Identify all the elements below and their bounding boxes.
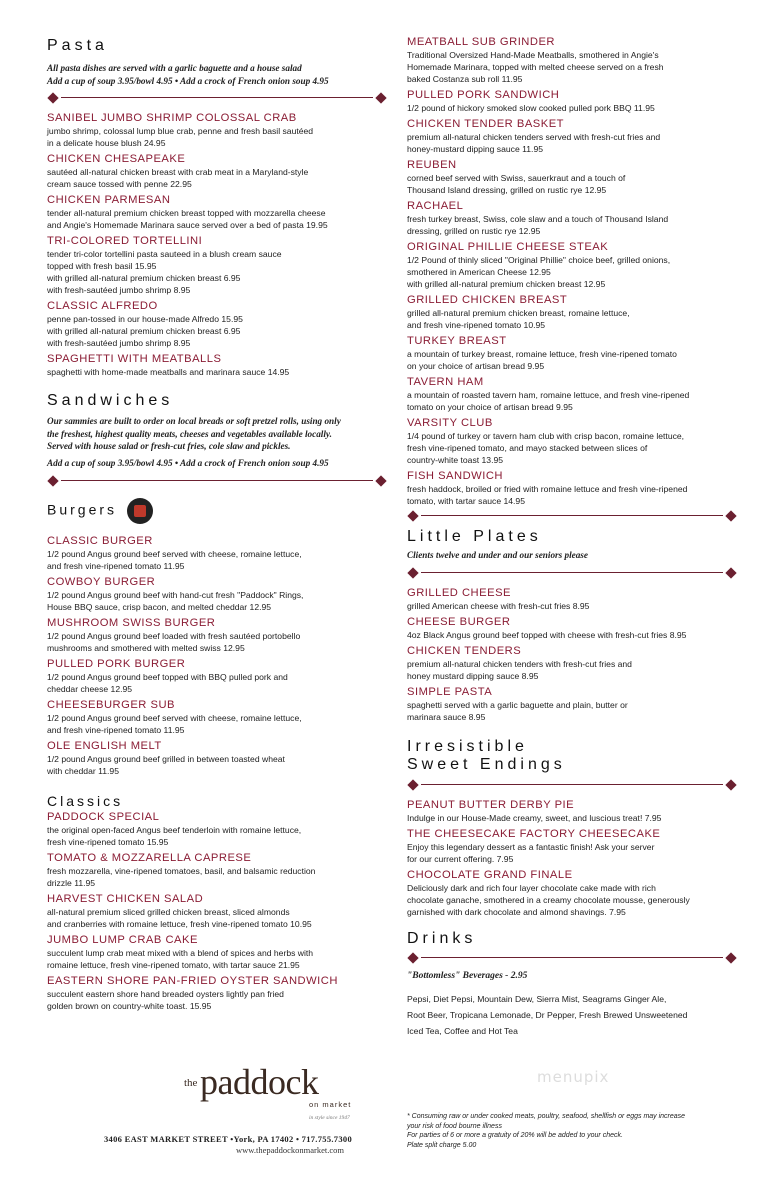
menu-item <box>47 698 387 736</box>
menu-item-description-line: drizzle 11.95 <box>47 877 96 888</box>
sandwiches-intro-line: Our sammies are built to order on local breads or soft pretzel rolls, using only <box>47 416 341 427</box>
menu-item-description-line: 1/2 pound Angus ground beef topped with BBQ pulled pork and <box>47 671 288 682</box>
menu-item-description-line: 1/2 pound Angus ground beef served with cheese, romaine lettuce, <box>47 548 302 559</box>
menu-item <box>407 158 737 196</box>
menu-item <box>407 240 737 290</box>
menu-item <box>407 615 737 641</box>
menu-item-description-line: 1/2 pound Angus ground beef loaded with fresh sautéed portobello <box>47 630 301 641</box>
pasta-intro <box>47 62 387 87</box>
menu-item-description-line: a mountain of roasted tavern ham, romaine lettuce, and fresh vine-ripened <box>407 390 690 400</box>
menu-item-description-line: Indulge in our House-Made creamy, sweet, and luscious treat! 7.95 <box>407 812 662 823</box>
menu-item <box>47 974 387 1012</box>
menu-item <box>407 416 737 466</box>
menu-item-name: CHOCOLATE GRAND FINALE <box>407 868 573 881</box>
drinks-list <box>407 991 737 1039</box>
menu-item-description <box>47 207 387 231</box>
right-column <box>407 0 737 1039</box>
menu-item-description-line: mushrooms and smothered with melted swiss 12.95 <box>47 642 245 653</box>
menu-item-description <box>407 307 737 331</box>
menu-item <box>407 199 737 237</box>
menu-item <box>47 657 387 695</box>
menu-item-description-line: all-natural premium sliced grilled chicken breast, sliced almonds <box>47 906 290 917</box>
menu-item-name: SANIBEL JUMBO SHRIMP COLOSSAL CRAB <box>47 112 297 125</box>
menu-item-name: CHICKEN PARMESAN <box>47 194 171 207</box>
menu-item-description-line: fresh vine-ripened tomato 15.95 <box>47 836 169 847</box>
menu-item-description-line: honey mustard dipping sauce 8.95 <box>407 670 539 681</box>
menu-item-description <box>407 600 737 612</box>
menu-item-description <box>407 49 737 85</box>
classic-items <box>47 810 387 1012</box>
menu-item <box>47 111 387 149</box>
footnote-line: For parties of 6 or more a gratuity of 20% will be added to your check. <box>407 1132 623 1139</box>
menu-item <box>407 293 737 331</box>
menu-item-description-line: and fresh vine-ripened tomato 10.95 <box>407 320 546 330</box>
menu-item-description <box>407 389 737 413</box>
drinks-heading: "Bottomless" Beverages - 2.95 <box>407 970 528 981</box>
menu-item-description <box>407 102 737 114</box>
menu-item-description-line: cream sauce tossed with penne 22.95 <box>47 179 192 190</box>
menu-item-description-line: topped with fresh basil 15.95 <box>47 261 157 272</box>
sandwich-items <box>407 35 737 507</box>
left-column <box>47 0 387 1015</box>
menu-item-description <box>407 131 737 155</box>
menu-item <box>407 88 737 114</box>
menu-item-description-line: with grilled all-natural premium chicken breast 12.95 <box>407 279 606 289</box>
menu-item-name: CHEESE BURGER <box>407 615 511 628</box>
logo-name: paddock <box>200 1062 319 1102</box>
menu-item-description <box>47 248 387 296</box>
menu-item <box>47 575 387 613</box>
menu-item <box>47 892 387 930</box>
menu-item-description <box>47 906 387 930</box>
menu-item-description-line: smothered in American Cheese 12.95 <box>407 267 551 277</box>
menu-item <box>47 851 387 889</box>
menu-item-description-line: 1/4 pound of turkey or tavern ham club with crisp bacon, romaine lettuce, <box>407 431 685 441</box>
menu-item-description-line: the original open-faced Angus beef tenderloin with romaine lettuce, <box>47 824 302 835</box>
menu-item <box>407 35 737 85</box>
menu-item-description <box>47 125 387 149</box>
burgers-title-text: Burgers <box>47 501 118 518</box>
little-plates-title: Little Plates <box>407 528 542 545</box>
menu-item-description-line: with grilled all-natural premium chicken breast 6.95 <box>47 273 241 284</box>
menu-item-description-line: succulent eastern shore hand breaded oysters lightly pan fried <box>47 988 284 999</box>
menu-item-name: ORIGINAL PHILLIE CHEESE STEAK <box>407 241 609 253</box>
menu-item-description <box>47 313 387 349</box>
sweets-title-line: Sweet Endings <box>407 755 566 773</box>
menu-item-description-line: tender tri-color tortellini pasta sauteed in a blush cream sauce <box>47 249 282 260</box>
section-divider <box>407 511 737 521</box>
menu-item-description-line: and Angie's Homemade Marinara sauce served over a bed of pasta 19.95 <box>47 220 328 231</box>
menu-item-description-line: jumbo shrimp, colossal lump blue crab, penne and fresh basil sautéed <box>47 126 314 137</box>
menu-item-description-line: grilled all-natural premium chicken breast, romaine lettuce, <box>407 308 630 318</box>
sandwiches-intro <box>47 415 387 469</box>
menu-item-description-line: House BBQ sauce, crisp bacon, and melted cheddar 12.95 <box>47 601 272 612</box>
menu-item-name: RACHAEL <box>407 200 464 212</box>
menu-item-description-line: 1/2 Pound of thinly sliced "Original Phillie" choice beef, grilled onions, <box>407 255 671 265</box>
menu-item <box>407 798 737 824</box>
menu-item-name: TAVERN HAM <box>407 376 484 388</box>
menu-item <box>47 193 387 231</box>
menu-item <box>407 469 737 507</box>
menu-item-description <box>47 947 387 971</box>
menu-item-description <box>47 671 387 695</box>
menu-item-name: COWBOY BURGER <box>47 575 156 588</box>
menu-item-name: CHICKEN TENDERS <box>407 644 522 657</box>
little-plates-intro: Clients twelve and under and our seniors please <box>407 550 588 560</box>
menu-item-description-line: dressing, grilled on rustic rye 12.95 <box>407 226 541 236</box>
menu-item-name: PULLED PORK BURGER <box>47 657 186 670</box>
menu-item-description <box>407 812 737 824</box>
menu-item-description <box>407 254 737 290</box>
section-divider <box>407 780 737 790</box>
menu-item-description-line: 1/2 pound Angus ground beef served with cheese, romaine lettuce, <box>47 712 302 723</box>
menu-item-description-line: premium all-natural chicken tenders served with fresh-cut fries and <box>407 132 661 142</box>
menu-item-description-line: romaine lettuce, fresh vine-ripened tomato, with tartar sauce 21.95 <box>47 959 300 970</box>
menu-item <box>47 352 387 378</box>
menu-item-description <box>407 213 737 237</box>
classics-title: Classics <box>47 792 124 809</box>
menu-item-description-line: fresh mozzarella, vine-ripened tomatoes, basil, and balsamic reduction <box>47 865 316 876</box>
menu-item-description <box>47 988 387 1012</box>
menu-item-name: PULLED PORK SANDWICH <box>407 89 560 101</box>
menu-item <box>47 152 387 190</box>
menu-item <box>47 534 387 572</box>
menu-item-name: VARSITY CLUB <box>407 417 493 429</box>
menu-item <box>407 685 737 723</box>
menu-item-name: JUMBO LUMP CRAB CAKE <box>47 933 198 946</box>
menu-item-description <box>47 366 387 378</box>
menu-item-description-line: fresh vine-ripened tomato, and mayo stacked between slices of <box>407 443 648 453</box>
menu-item-description-line: with fresh-sautéed jumbo shrimp 8.95 <box>47 338 191 349</box>
menu-item-description-line: tomato on your choice of artisan bread 9.95 <box>407 402 573 412</box>
menu-item-name: CLASSIC BURGER <box>47 534 153 547</box>
menu-item-description-line: with grilled all-natural premium chicken breast 6.95 <box>47 326 241 337</box>
section-divider <box>47 93 387 103</box>
menu-item-description-line: in a delicate house blush 24.95 <box>47 138 166 149</box>
section-divider <box>407 953 737 963</box>
menu-item-description-line: garnished with dark chocolate and almond shavings. 7.95 <box>407 906 626 917</box>
menu-item-name: TURKEY BREAST <box>407 335 507 347</box>
menu-item-description-line: Traditional Oversized Hand-Made Meatballs, smothered in Angie's <box>407 50 659 60</box>
menu-item <box>47 299 387 349</box>
menu-item-description <box>407 430 737 466</box>
menu-item-description-line: cheddar cheese 12.95 <box>47 683 133 694</box>
menu-item <box>47 234 387 296</box>
drinks-line: Root Beer, Tropicana Lemonade, Dr Pepper, Fresh Brewed Unsweetened <box>407 1009 688 1020</box>
menu-item-description-line: honey-mustard dipping sauce 11.95 <box>407 144 543 154</box>
menu-item-description-line: golden brown on country-white toast. 15.95 <box>47 1000 212 1011</box>
menu-item <box>407 117 737 155</box>
menu-item-name: REUBEN <box>407 159 457 171</box>
menu-item-name: SIMPLE PASTA <box>407 685 493 698</box>
sweets-title-line: Irresistible <box>407 737 528 755</box>
menu-item-description-line: with fresh-sautéed jumbo shrimp 8.95 <box>47 285 191 296</box>
menu-item-description <box>47 630 387 654</box>
menu-item <box>407 586 737 612</box>
sandwiches-title: Sandwiches <box>47 392 174 410</box>
menu-item-name: CHICKEN CHESAPEAKE <box>47 153 186 166</box>
menu-item-description <box>407 172 737 196</box>
watermark: menupix <box>537 1068 610 1086</box>
sandwiches-intro-line: Served with house salad or fresh-cut fries, cole slaw and pickles. <box>47 441 291 452</box>
menu-item-description-line: 1/2 pound Angus ground beef grilled in between toasted wheat <box>47 753 285 764</box>
menu-item-description-line: Homemade Marinara, topped with melted cheese served on a fresh <box>407 62 664 72</box>
menu-item-description-line: succulent lump crab meat mixed with a blend of spices and herbs with <box>47 947 314 958</box>
menu-item-description-line: fresh turkey breast, Swiss, cole slaw and a touch of Thousand Island <box>407 214 669 224</box>
logo-the: the <box>184 1077 198 1089</box>
pasta-intro-line: All pasta dishes are served with a garlic baguette and a house salad <box>47 63 302 73</box>
menu-item <box>407 334 737 372</box>
menu-item-description-line: penne pan-tossed in our house-made Alfredo 15.95 <box>47 314 243 325</box>
menu-item-description-line: marinara sauce 8.95 <box>407 711 486 722</box>
menu-item-description <box>47 824 387 848</box>
menu-item-description <box>407 658 737 682</box>
menu-item-description <box>407 483 737 507</box>
menu-item-description-line: chocolate ganache, smothered in a creamy chocolate mousse, generously <box>407 894 690 905</box>
menu-item-name: HARVEST CHICKEN SALAD <box>47 892 204 905</box>
menu-item-description-line: tomato, with tartar sauce 14.95 <box>407 496 525 506</box>
pasta-intro-line: Add a cup of soup 3.95/bowl 4.95 • Add a crock of French onion soup 4.95 <box>47 75 329 86</box>
menu-item-name: PEANUT BUTTER DERBY PIE <box>407 798 575 811</box>
drinks-line: Iced Tea, Coffee and Hot Tea <box>407 1025 518 1036</box>
sandwiches-intro-line: Add a cup of soup 3.95/bowl 4.95 • Add a crock of French onion soup 4.95 <box>47 457 329 468</box>
menu-item <box>47 933 387 971</box>
menu-item-description-line: on your choice of artisan bread 9.95 <box>407 361 545 371</box>
pasta-items <box>47 111 387 378</box>
menu-item-description-line: sautéed all-natural chicken breast with crab meat in a Maryland-style <box>47 167 309 178</box>
menu-item-description <box>47 589 387 613</box>
menu-item-name: FISH SANDWICH <box>407 470 503 482</box>
burger-items <box>47 534 387 777</box>
menu-item-description-line: 4oz Black Angus ground beef topped with cheese with fresh-cut fries 8.95 <box>407 629 687 640</box>
menu-item-name: MEATBALL SUB GRINDER <box>407 36 556 48</box>
menu-item <box>47 616 387 654</box>
menu-item-description-line: 1/2 pound of hickory smoked slow cooked pulled pork BBQ 11.95 <box>407 103 655 113</box>
pasta-title: Pasta <box>47 37 108 54</box>
menu-item-description <box>407 348 737 372</box>
menu-item-description-line: baked Costanza sub roll 11.95 <box>407 74 523 84</box>
menu-item-description-line: for our current offering. 7.95 <box>407 853 514 864</box>
little-plates-items <box>407 586 737 723</box>
menu-item-description-line: Thousand Island dressing, grilled on rustic rye 12.95 <box>407 185 607 195</box>
sweets-title <box>407 738 737 774</box>
menu-item-name: THE CHEESECAKE FACTORY CHEESECAKE <box>407 827 661 840</box>
menu-item-description-line: fresh haddock, broiled or fried with romaine lettuce and fresh vine-ripened <box>407 484 688 494</box>
section-divider <box>47 476 387 486</box>
menu-item-description-line: grilled American cheese with fresh-cut fries 8.95 <box>407 600 590 611</box>
logo-since: in style since 1947 <box>309 1115 350 1121</box>
menu-item-description-line: Deliciously dark and rich four layer chocolate cake made with rich <box>407 882 656 893</box>
menu-item-description-line: spaghetti with home-made meatballs and marinara sauce 14.95 <box>47 367 290 378</box>
drinks-title: Drinks <box>407 929 477 947</box>
menu-item <box>47 810 387 848</box>
menu-item-description <box>47 753 387 777</box>
menu-item-name: PADDOCK SPECIAL <box>47 810 160 823</box>
menu-item-description-line: spaghetti served with a garlic baguette and plain, butter or <box>407 699 628 710</box>
menu-item-description <box>47 166 387 190</box>
section-divider <box>407 568 737 578</box>
sweets-items <box>407 798 737 918</box>
menu-item-description-line: with cheddar 11.95 <box>47 765 119 776</box>
menu-item-name: TOMATO & MOZZARELLA CAPRESE <box>47 851 252 864</box>
logo-sub: on market <box>309 1100 352 1109</box>
menu-item-name: EASTERN SHORE PAN-FRIED OYSTER SANDWICH <box>47 974 338 987</box>
menu-item-name: GRILLED CHICKEN BREAST <box>407 294 568 306</box>
menu-item-name: CLASSIC ALFREDO <box>47 300 158 313</box>
footnote-line: your risk of food bourne illness <box>407 1122 502 1130</box>
menu-item <box>407 644 737 682</box>
burger-badge-icon <box>127 498 153 524</box>
menu-item-description <box>407 882 737 918</box>
drinks-line: Pepsi, Diet Pepsi, Mountain Dew, Sierra Mist, Seagrams Ginger Ale, <box>407 993 667 1004</box>
menu-item-description-line: premium all-natural chicken tenders with fresh-cut fries and <box>407 658 632 669</box>
menu-item-name: TRI-COLORED TORTELLINI <box>47 235 203 248</box>
menu-item-name: CHEESEBURGER SUB <box>47 698 175 711</box>
menu-item-description <box>407 629 737 641</box>
menu-item-name: GRILLED CHEESE <box>407 586 511 599</box>
menu-item-description-line: a mountain of turkey breast, romaine lettuce, fresh vine-ripened tomato <box>407 349 677 359</box>
burgers-title <box>47 498 387 524</box>
menu-item <box>47 739 387 777</box>
menu-item <box>407 375 737 413</box>
menu-item-description-line: 1/2 pound Angus ground beef with hand-cut fresh "Paddock" Rings, <box>47 589 304 600</box>
menu-item-name: OLE ENGLISH MELT <box>47 739 162 752</box>
footnote-line: * Consuming raw or under cooked meats, poultry, seafood, shellfish or eggs may increase <box>407 1113 686 1120</box>
menu-item-description-line: and fresh vine-ripened tomato 11.95 <box>47 560 185 571</box>
menu-item-description <box>47 865 387 889</box>
menu-item-description-line: and fresh vine-ripened tomato 11.95 <box>47 724 185 735</box>
menu-item-description <box>407 841 737 865</box>
footnote-line: Plate split charge 5.00 <box>407 1141 477 1149</box>
menu-item <box>407 827 737 865</box>
menu-item-description-line: tender all-natural premium chicken breast topped with mozzarella cheese <box>47 208 326 219</box>
sandwiches-intro-line: the freshest, highest quality meats, cheeses and vegetables available locally. <box>47 428 332 439</box>
menu-item-description <box>47 712 387 736</box>
menu-item-name: MUSHROOM SWISS BURGER <box>47 616 216 629</box>
menu-item-description <box>47 548 387 572</box>
menu-item-name: SPAGHETTI WITH MEATBALLS <box>47 353 222 366</box>
menu-item-description-line: and cranberries with romaine lettuce, fresh vine-ripened tomato 10.95 <box>47 918 312 929</box>
address: 3406 EAST MARKET STREET •York, PA 17402 • 717.755.7300 <box>104 1134 352 1144</box>
menu-item <box>407 868 737 918</box>
menu-item-name: CHICKEN TENDER BASKET <box>407 118 565 130</box>
menu-item-description <box>407 699 737 723</box>
website-link[interactable]: www.thepaddockonmarket.com <box>236 1145 345 1155</box>
menu-item-description-line: corned beef served with Swiss, sauerkraut and a touch of <box>407 173 626 183</box>
footnotes <box>407 1112 685 1150</box>
menu-item-description-line: Enjoy this legendary dessert as a fantastic finish! Ask your server <box>407 841 655 852</box>
menu-item-description-line: country-white toast 13.95 <box>407 455 504 465</box>
